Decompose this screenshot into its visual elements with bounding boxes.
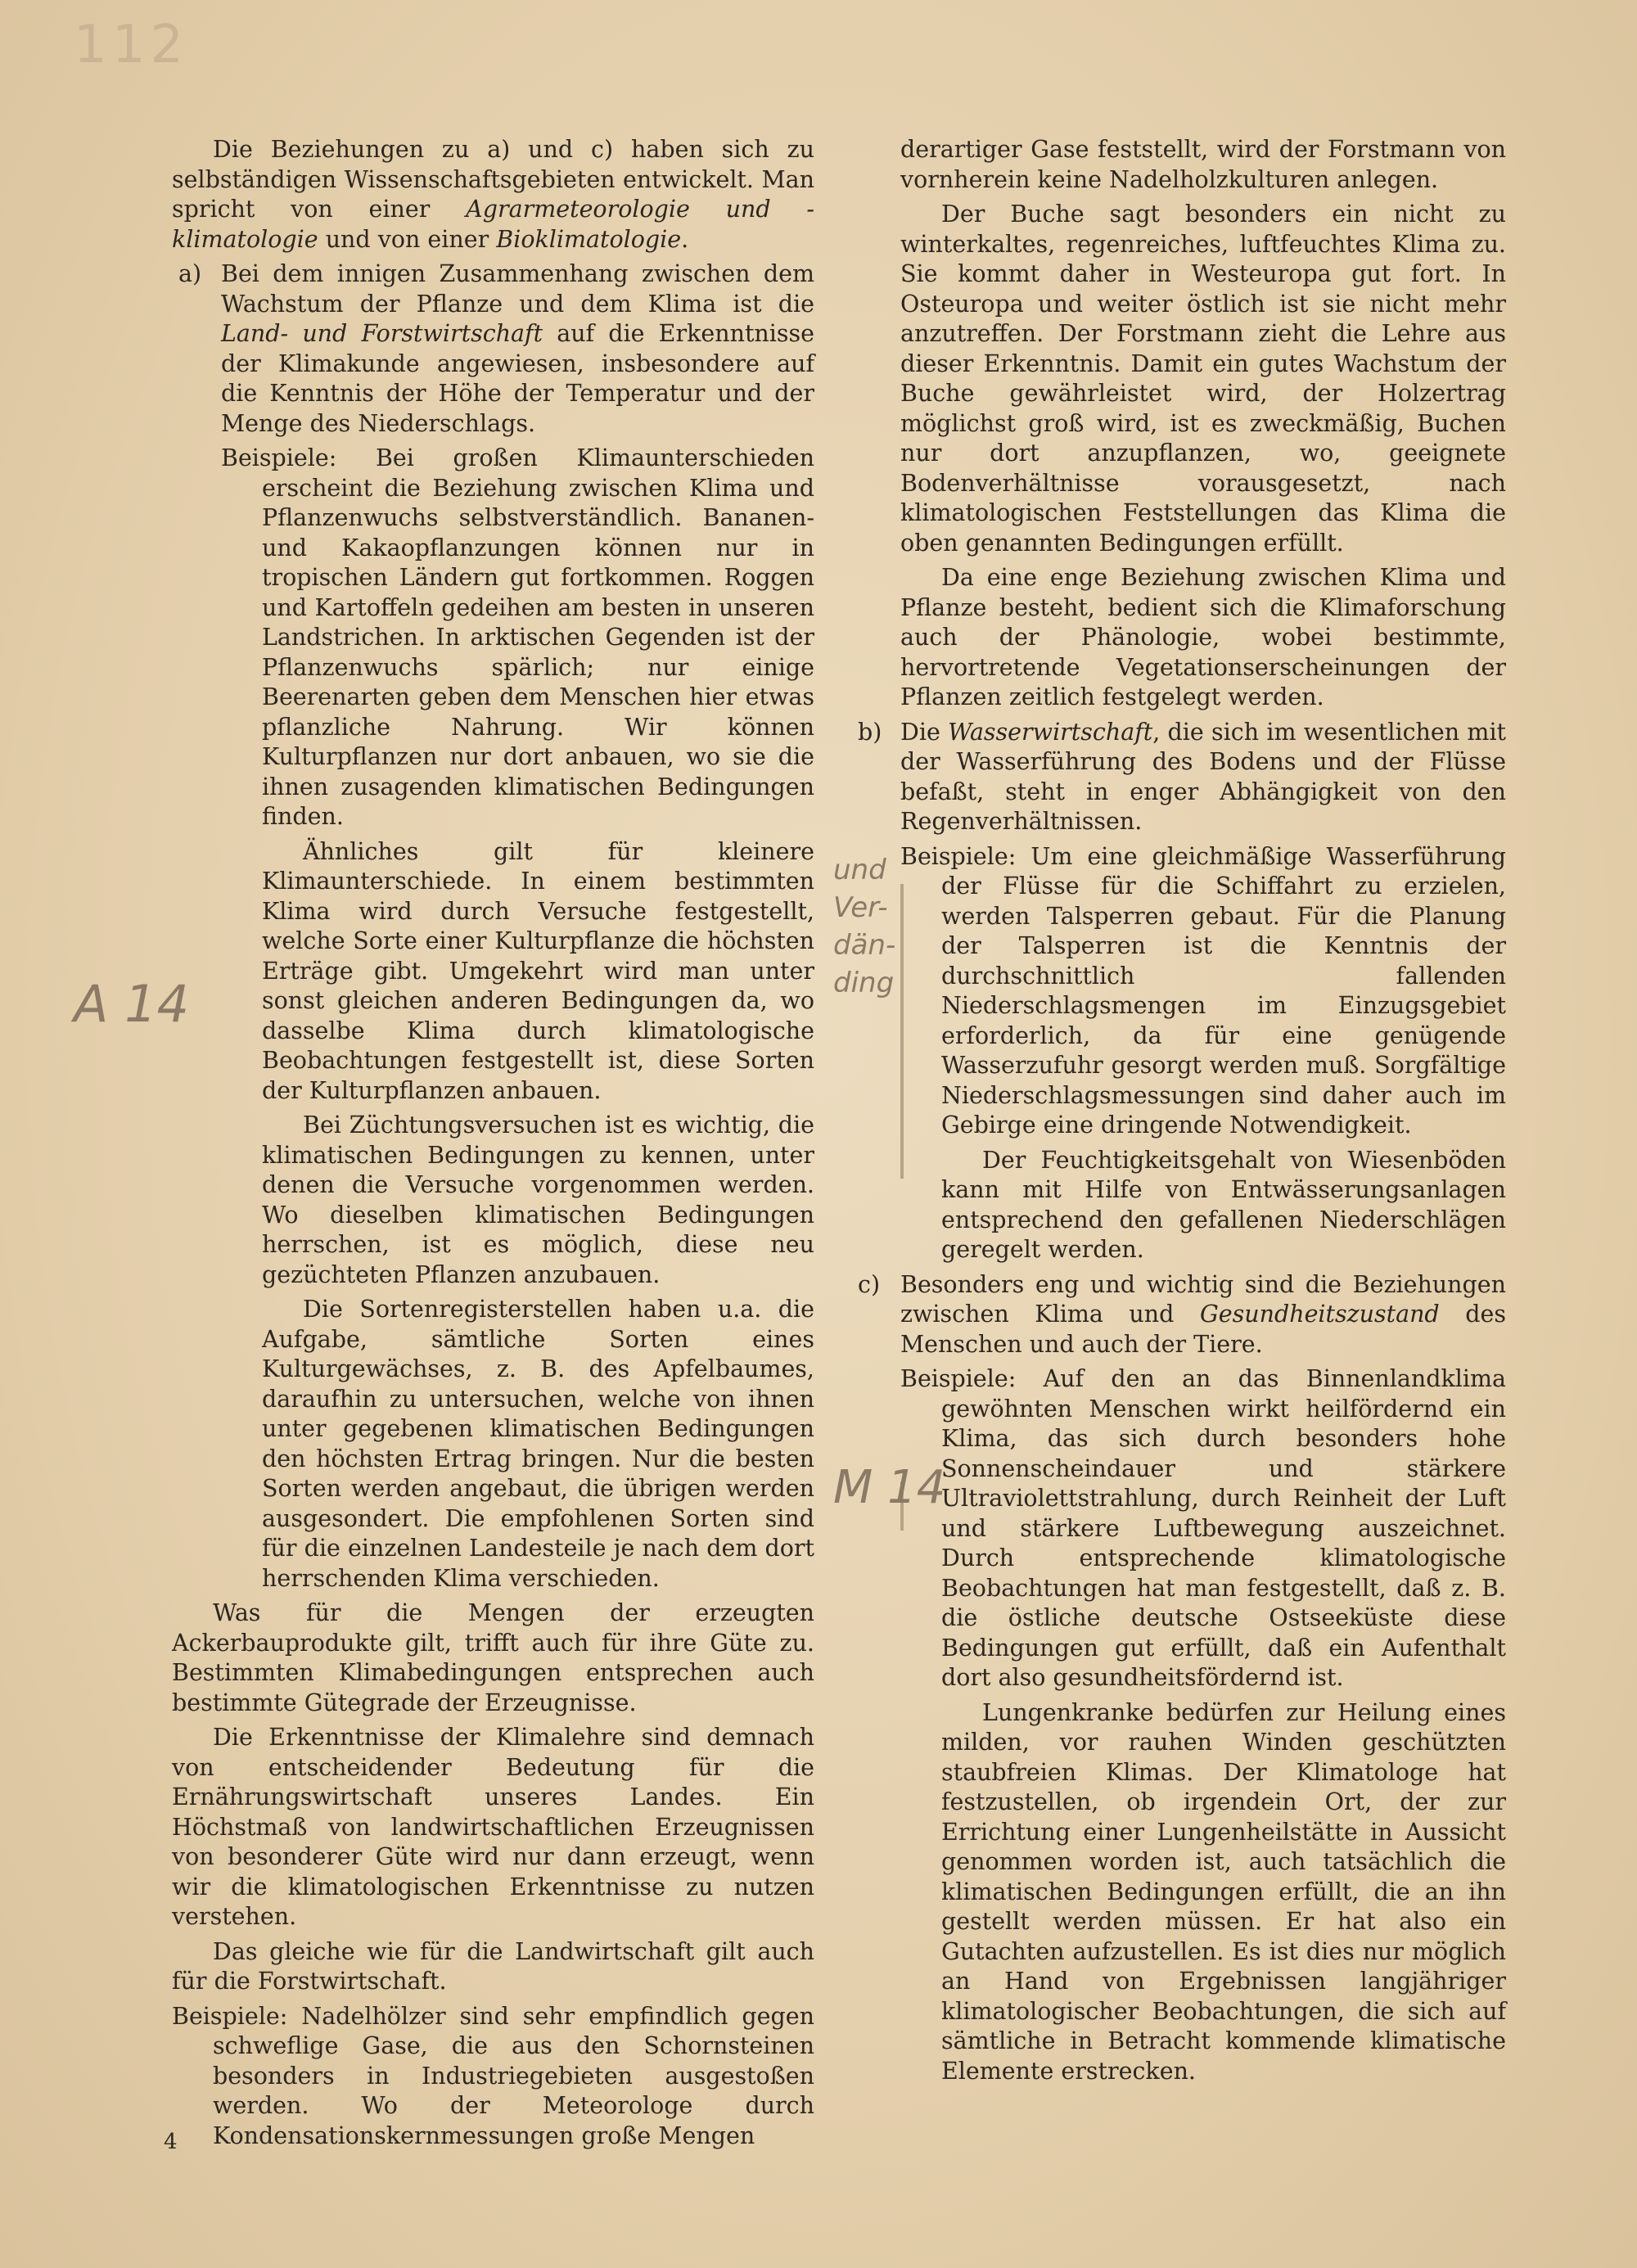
section-a-text [221,259,814,439]
section-b-marker: b) [858,718,882,746]
example-paragraph-2: Beispiele: Nadelhölzer sind sehr empfindlich gegen schweflige Gase, die aus den Schornsteinen besonders in Industriegebieten ausgestoßen werden. Wo der Meteorologe durch Kondensationskernmessungen große Mengen [172,2002,814,2149]
margin-annotation-right-lower: M 14 [833,1461,946,1514]
section-c-emphasis: Gesundheitszustand [1200,1301,1440,1328]
paragraph-phaenologie: Da eine enge Beziehung zwischen Klima und Pflanze besteht, bedient sich die Klimaforschung auch der Phänologie, wobei bestimmte, hervortretende Vegetationserscheinungen der Pflanzen zeitlich festgelegt werden. [900,564,1506,710]
paragraph-aehnliches: Ähnliches gilt für kleinere Klimaunterschiede. In einem bestimmten Klima wird durch Versuche festgestellt, welche Sorte einer Kulturpflanze die höchsten Erträge gibt. Umgekehrt wird man unter sonst gleichen anderen Bedingungen da, wo dasselbe Klima durch klimatologische Beobachtungen festgestellt ist, diese Sorten der Kulturpflanzen anbauen. [262,837,814,1104]
section-c-marker: c) [858,1270,881,1298]
paragraph-gleiche: Das gleiche wie für die Landwirtschaft gilt auch für die Forstwirtschaft. [172,1937,814,1995]
section-a-text-2: auf die Erkenntnisse der Klimakunde angewiesen, insbesondere auf die Kenntnis der Höhe der Temperatur und der Menge des Niederschlags. [221,320,814,437]
paragraph-feuchtigkeit: Der Feuchtigkeitsgehalt von Wiesenböden kann mit Hilfe von Entwässerungsanlagen entsprechend den gefallenen Niederschlägen geregelt werden. [941,1146,1506,1263]
section-c [851,1270,1506,1360]
section-c-text [900,1270,1506,1360]
example-paragraph-4: Beispiele: Auf den an das Binnenlandklima gewöhnten Menschen wirkt heilfördernd ein Klima, das sich durch besonders hohe Sonnenscheindauer und stärkere Ultraviolettstrahlung, durch Reinheit der Luft und stärkere Luftbewegung auszeichnet. Durch entsprechende klimatologische Beobachtungen hat man festgestellt, daß z. B. die östliche deutsche Ostseeküste diese Bedingungen gut erfüllt, daß ein Aufenthalt dort also gesundheitsfördernd ist. [900,1365,1506,1691]
section-b-text [900,718,1506,837]
margin-annotation-left: A 14 [74,974,190,1034]
intro-emphasis-agrar: Agrarmeteorologie und -klimatologie [172,196,815,253]
section-b-text-2: , die sich im wesentlichen mit der Wasserführung des Bodens und der Flüsse befaßt, steht in enger Abhängigkeit von den Regenverhältnissen. [900,718,1507,835]
paragraph-sortenregister: Die Sortenregisterstellen haben u.a. die Aufgabe, sämtliche Sorten eines Kulturgewächses, z. B. des Apfelbaumes, daraufhin zu untersuchen, welche von ihnen unter gegebenen klimatischen Bedingungen den höchsten Ertrag bringen. Nur die besten Sorten werden angebaut, die übrigen werden ausgesondert. Die empfohlenen Sorten sind für die einzelnen Landesteile je nach dem dort herrschenden Klima verschieden. [262,1296,814,1592]
continuation-paragraph: derartiger Gase feststellt, wird der Forstmann von vornherein keine Nadelholzkulturen anlegen. [900,136,1506,193]
section-a-emphasis: Land- und Forstwirtschaft [221,320,543,347]
paragraph-buche: Der Buche sagt besonders ein nicht zu winterkaltes, regenreiches, luftfeuchtes Klima zu. Sie kommt daher in Westeuropa gut fort. In Osteuropa und weiter östlich ist sie nicht mehr anzutreffen. Der Forstmann zieht die Lehre aus dieser Erkenntnis. Damit ein gutes Wachstum der Buche gewährleistet wird, der Holzertrag möglichst groß wird, ist es zweckmäßig, Buchen nur dort anzupflanzen, wo, geeignete Bodenverhältnisse vorausgesetzt, nach klimatologischen Feststellungen das Klima die oben genannten Bedingungen erfüllt. [900,201,1506,557]
section-b [851,718,1506,837]
section-a [172,259,814,1594]
intro-text-2: und von einer [318,225,497,253]
paragraph-erkenntnisse: Die Erkenntnisse der Klimalehre sind demnach von entscheidender Bedeutung für die Ernährungswirtschaft unseres Landes. Ein Höchstmaß von landwirtschaftlichen Erzeugnissen von besonderer Güte wird nur dann erzeugt, wenn wir die klimatologischen Erkenntnisse zu nutzen verstehen. [172,1724,814,1930]
section-c-text-2: des Menschen und auch der Tiere. [900,1301,1507,1358]
paragraph-zuechtung: Bei Züchtungsversuchen ist es wichtig, die klimatischen Bedingungen zu kennen, unter denen die Versuche vorgenommen werden. Wo dieselben klimatischen Bedingungen herrschen, ist es möglich, diese neu gezüchteten Pflanzen anzubauen. [262,1111,814,1288]
section-a-text-1: Bei dem innigen Zusammenhang zwischen dem Wachstum der Pflanze und dem Klima ist die [221,260,814,318]
section-b-text-1: Die [900,718,949,746]
page-mark: 112 [74,15,189,75]
intro-text: Die Beziehungen zu a) und c) haben sich zu selbständigen Wissenschaftsgebieten entwickelt. Man spricht von einer [172,136,814,223]
section-c-text-1: Besonders eng und wichtig sind die Beziehungen zwischen Klima und [900,1270,1506,1328]
intro-emphasis-bio: Bioklimatologie [496,225,682,253]
page-number: 4 [164,2130,178,2154]
example-paragraph-1: Beispiele: Bei großen Klimaunterschieden erscheint die Beziehung zwischen Klima und Pflanzenwuchs selbstverständlich. Bananen- und Kakaopflanzungen können nur in tropischen Ländern gut fortkommen. Roggen und Kartoffeln gedeihen am besten in unseren Landstrichen. In arktischen Gegenden ist der Pflanzenwuchs spärlich; nur einige Beerenarten geben dem Menschen hier etwas pflanzliche Nahrung. Wir können Kulturpflanzen nur dort anbauen, wo sie die ihnen zusagenden klimatischen Bedingungen finden. [221,444,814,830]
intro-text-3: . [681,225,689,253]
paragraph-mengen: Was für die Mengen der erzeugten Ackerbauprodukte gilt, trifft auch für ihre Güte zu. Bestimmten Klimabedingungen entsprechen auch bestimmte Gütegrade der Erzeugnisse. [172,1599,814,1716]
section-a-marker: a) [178,260,202,287]
left-column [172,135,814,2156]
example-paragraph-3: Beispiele: Um eine gleichmäßige Wasserführung der Flüsse für die Schiffahrt zu erzielen, werden Talsperren gebaut. Für die Planung der Talsperren ist die Kenntnis der durchschnittlich fallenden Niederschlagsmengen im Einzugsgebiet erforderlich, da für eine genügende Wasserzufuhr gesorgt werden muß. Sorgfältige Niederschlagsmessungen sind daher auch im Gebirge eine dringende Notwendigkeit. [900,842,1506,1139]
right-column [851,135,1506,2091]
paragraph-lungenkranke: Lungenkranke bedürfen zur Heilung eines milden, vor rauhen Winden geschützten staubfreien Klimas. Der Klimatologe hat festzustellen, ob irgendein Ort, der zur Errichtung einer Lungenheilstätte in Aussicht genommen worden ist, auch tatsächlich die klimatischen Bedingungen erfüllt, die an ihn gestellt werden müssen. Er hat also ein Gutachten aufzustellen. Es ist dies nur möglich an Hand von Ergebnissen langjähriger klimatologischer Beobachtungen, die sich auf sämtliche in Betracht kommende klimatische Elemente erstrecken. [941,1698,1506,2085]
section-b-emphasis: Wasserwirtschaft [948,718,1153,746]
intro-paragraph [172,135,814,255]
margin-annotation-right-upper: und Ver- dän- ding [833,854,896,999]
